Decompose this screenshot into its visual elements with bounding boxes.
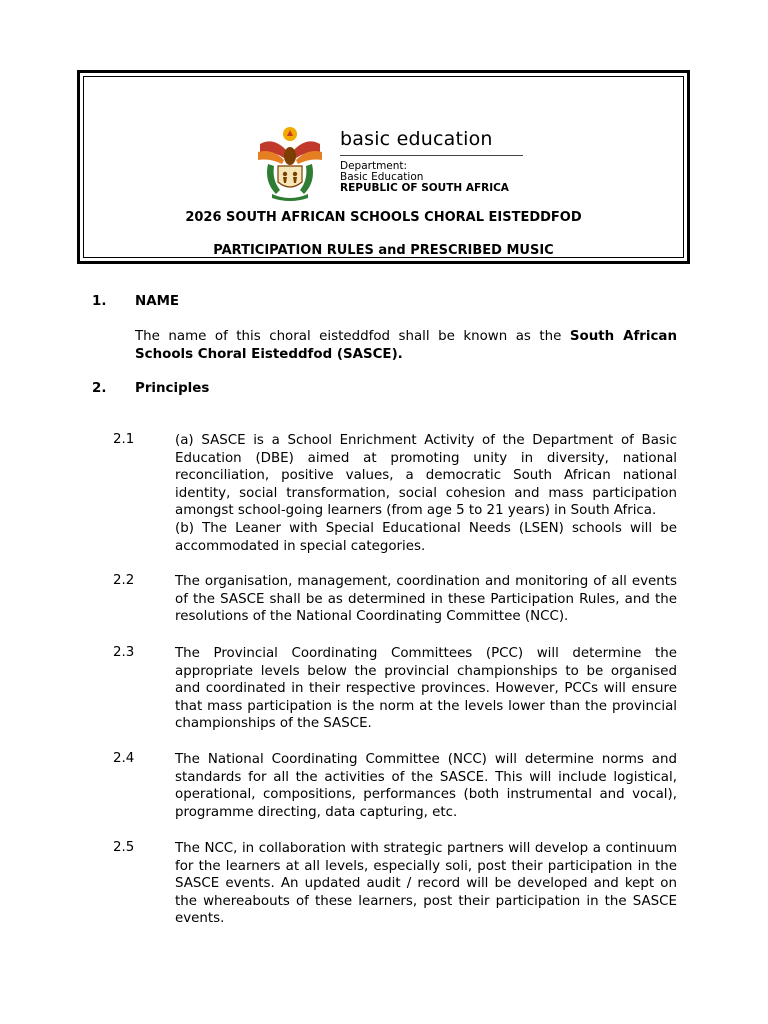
department-logo — [254, 124, 529, 202]
coat-of-arms-icon — [254, 124, 326, 202]
section-1-text-bold: South African Schools Choral Eisteddfod (SASCE). — [135, 329, 677, 362]
section-1-heading: NAME — [135, 294, 180, 309]
brand-divider — [340, 155, 523, 156]
item-2-2-number: 2.2 — [113, 573, 135, 588]
dept-line-2: Basic Education — [340, 171, 424, 183]
dept-line-3: REPUBLIC OF SOUTH AFRICA — [340, 182, 509, 194]
document-title: 2026 SOUTH AFRICAN SCHOOLS CHORAL EISTEDDFOD — [185, 210, 582, 225]
item-2-3-number: 2.3 — [113, 645, 135, 660]
item-2-1-text-a: (a) SASCE is a School Enrichment Activity of the Department of Basic Education (DBE) aimed at promoting unity in diversity, national reconciliation, positive values, a democratic South African national identity, social transformation, social cohesion and mass participation amongst school-going learners (from age 5 to 21 years) in South Africa. — [175, 433, 677, 519]
department-text — [340, 161, 509, 194]
item-2-1-number: 2.1 — [113, 432, 135, 447]
brand-name: basic education — [340, 128, 493, 150]
section-2-number: 2. — [92, 381, 107, 396]
header-inner-border — [83, 76, 684, 258]
section-1-text-plain: The name of this choral eisteddfod shall be known as the — [135, 329, 570, 344]
item-2-4-text: The National Coordinating Committee (NCC) will determine norms and standards for all the activities of the SASCE. This will include logistical, operational, compositions, performances (both instrumental and vocal), programme directing, data capturing, etc. — [175, 752, 677, 820]
document-subtitle: PARTICIPATION RULES and PRESCRIBED MUSIC — [213, 243, 554, 258]
dept-line-1: Department: — [340, 160, 408, 172]
header-box — [77, 70, 690, 264]
section-1-number: 1. — [92, 294, 107, 309]
item-2-5-number: 2.5 — [113, 840, 135, 855]
item-2-3-text: The Provincial Coordinating Committees (PCC) will determine the appropriate levels below the provincial championships to be organised and coordinated in their respective provinces. However, PCCs will ensure that mass participation is the norm at the levels lower than the provincial championships of the SASCE. — [175, 646, 677, 732]
item-2-4-number: 2.4 — [113, 751, 135, 766]
item-2-1-text-b: (b) The Leaner with Special Educational Needs (LSEN) schools will be accommodated in special categories. — [175, 520, 677, 554]
section-1-text — [135, 328, 677, 363]
item-2-2-text: The organisation, management, coordination and monitoring of all events of the SASCE shall be as determined in these Participation Rules, and the resolutions of the National Coordinating Committee (NCC). — [175, 574, 677, 625]
item-2-1-text — [175, 432, 677, 555]
section-2-heading: Principles — [135, 381, 210, 396]
item-2-5-text: The NCC, in collaboration with strategic partners will develop a continuum for the learners at all levels, especially soli, post their participation in the SASCE events. An updated audit / record will be developed and kept on the whereabouts of these learners, post their participation in the SASCE events. — [175, 841, 677, 927]
